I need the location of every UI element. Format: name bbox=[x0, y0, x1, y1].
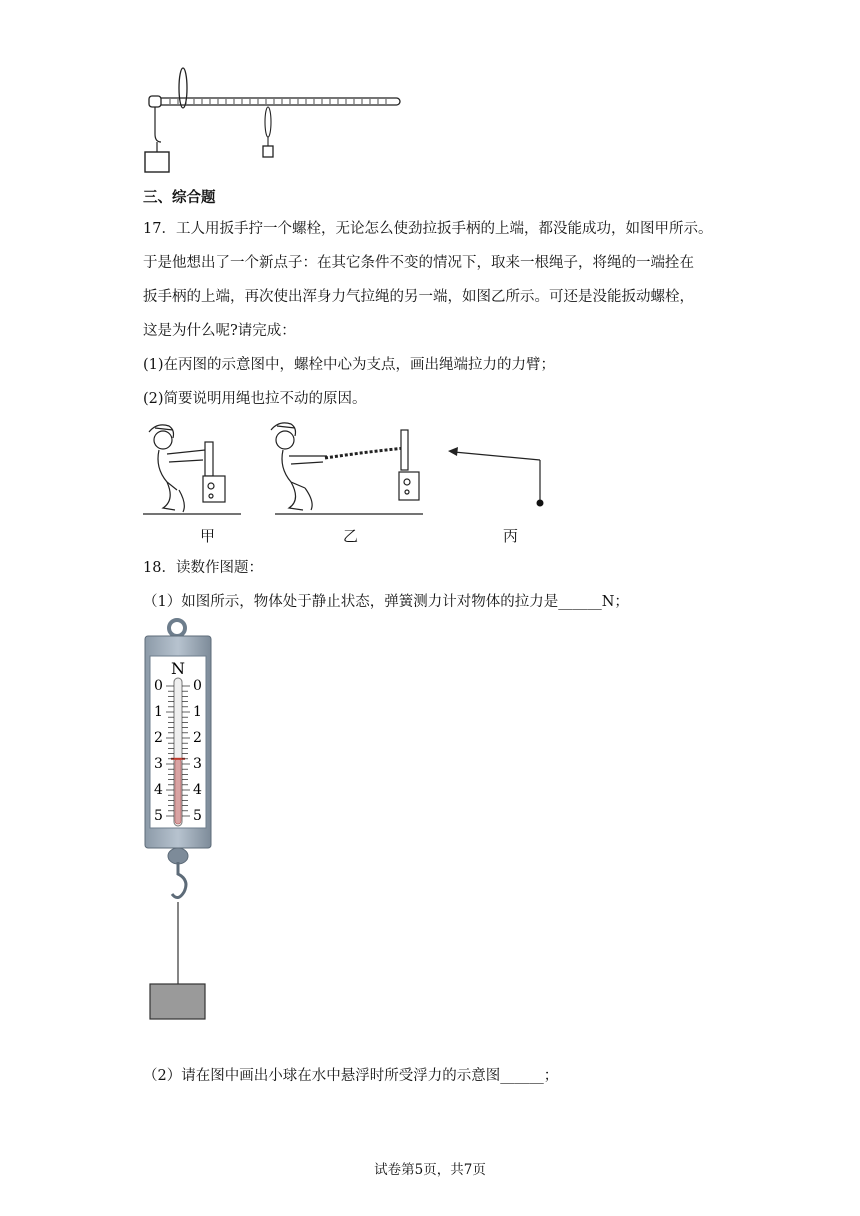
tick-label-left-5: 5 bbox=[154, 808, 163, 824]
lever-end-cap bbox=[149, 96, 161, 107]
tick-label-left-0: 0 bbox=[154, 678, 163, 694]
right-weight-loop bbox=[265, 107, 271, 137]
q18-part2: （2）请在图中画出小球在水中悬浮时所受浮力的示意图______； bbox=[143, 1068, 559, 1084]
q17-line-5: (1)在丙图的示意图中，螺栓中心为支点，画出绳端拉力的力臂； bbox=[143, 357, 556, 373]
top-ring bbox=[169, 620, 185, 636]
q18-part1: （1）如图所示，物体处于静止状态，弹簧测力计对物体的拉力是______N； bbox=[143, 594, 629, 610]
rope bbox=[325, 448, 405, 458]
q17-line-2: 于是他想出了一个新点子：在其它条件不变的情况下，取来一根绳子，将绳的一端拴在 bbox=[143, 255, 694, 271]
scale-indicator bbox=[175, 759, 181, 824]
hanging-object bbox=[150, 984, 205, 1019]
label-bing: 丙 bbox=[503, 527, 519, 545]
tick-label-right-2: 2 bbox=[193, 730, 202, 746]
q17-line-1: 17．工人用扳手拧一个螺栓，无论怎么使劲拉扳手柄的上端，都没能成功，如图甲所示。 bbox=[143, 221, 713, 237]
scale-unit: N bbox=[171, 659, 185, 678]
lever-bar bbox=[152, 98, 400, 105]
label-yi: 乙 bbox=[343, 527, 359, 545]
tick-label-right-1: 1 bbox=[193, 704, 202, 720]
tick-label-left-1: 1 bbox=[154, 704, 163, 720]
figure-bing bbox=[440, 440, 552, 512]
left-hook bbox=[155, 107, 161, 142]
q17-line-3: 扳手柄的上端，再次使出浑身力气拉绳的另一端，如图乙所示。可还是没能扳动螺栓， bbox=[143, 289, 694, 305]
label-jia: 甲 bbox=[200, 527, 216, 545]
hook-icon bbox=[172, 862, 186, 898]
figure-jia bbox=[143, 420, 243, 516]
q18-title: 18．读数作图题： bbox=[143, 560, 263, 576]
tick-label-right-3: 3 bbox=[193, 756, 202, 772]
tick-label-right-4: 4 bbox=[193, 782, 202, 798]
tick-label-left-4: 4 bbox=[154, 782, 163, 798]
lever-figure bbox=[140, 62, 410, 180]
bottom-connector bbox=[168, 848, 188, 864]
tick-label-right-5: 5 bbox=[193, 808, 202, 824]
spring-scale-figure bbox=[140, 618, 220, 1028]
force-arrowhead bbox=[448, 447, 458, 456]
tick-label-left-2: 2 bbox=[154, 730, 163, 746]
fulcrum-point bbox=[537, 500, 544, 507]
q17-line-6: (2)简要说明用绳也拉不动的原因。 bbox=[143, 391, 367, 407]
tick-label-left-3: 3 bbox=[154, 756, 163, 772]
tick-label-right-0: 0 bbox=[193, 678, 202, 694]
figure-yi bbox=[265, 416, 425, 516]
section-heading: 三、综合题 bbox=[143, 190, 216, 206]
q17-line-4: 这是为什么呢?请完成： bbox=[143, 323, 296, 339]
left-weight bbox=[145, 152, 169, 172]
rope-force-line bbox=[454, 452, 540, 460]
page-footer: 试卷第5页，共7页 bbox=[374, 1162, 486, 1178]
right-weight bbox=[263, 146, 273, 157]
